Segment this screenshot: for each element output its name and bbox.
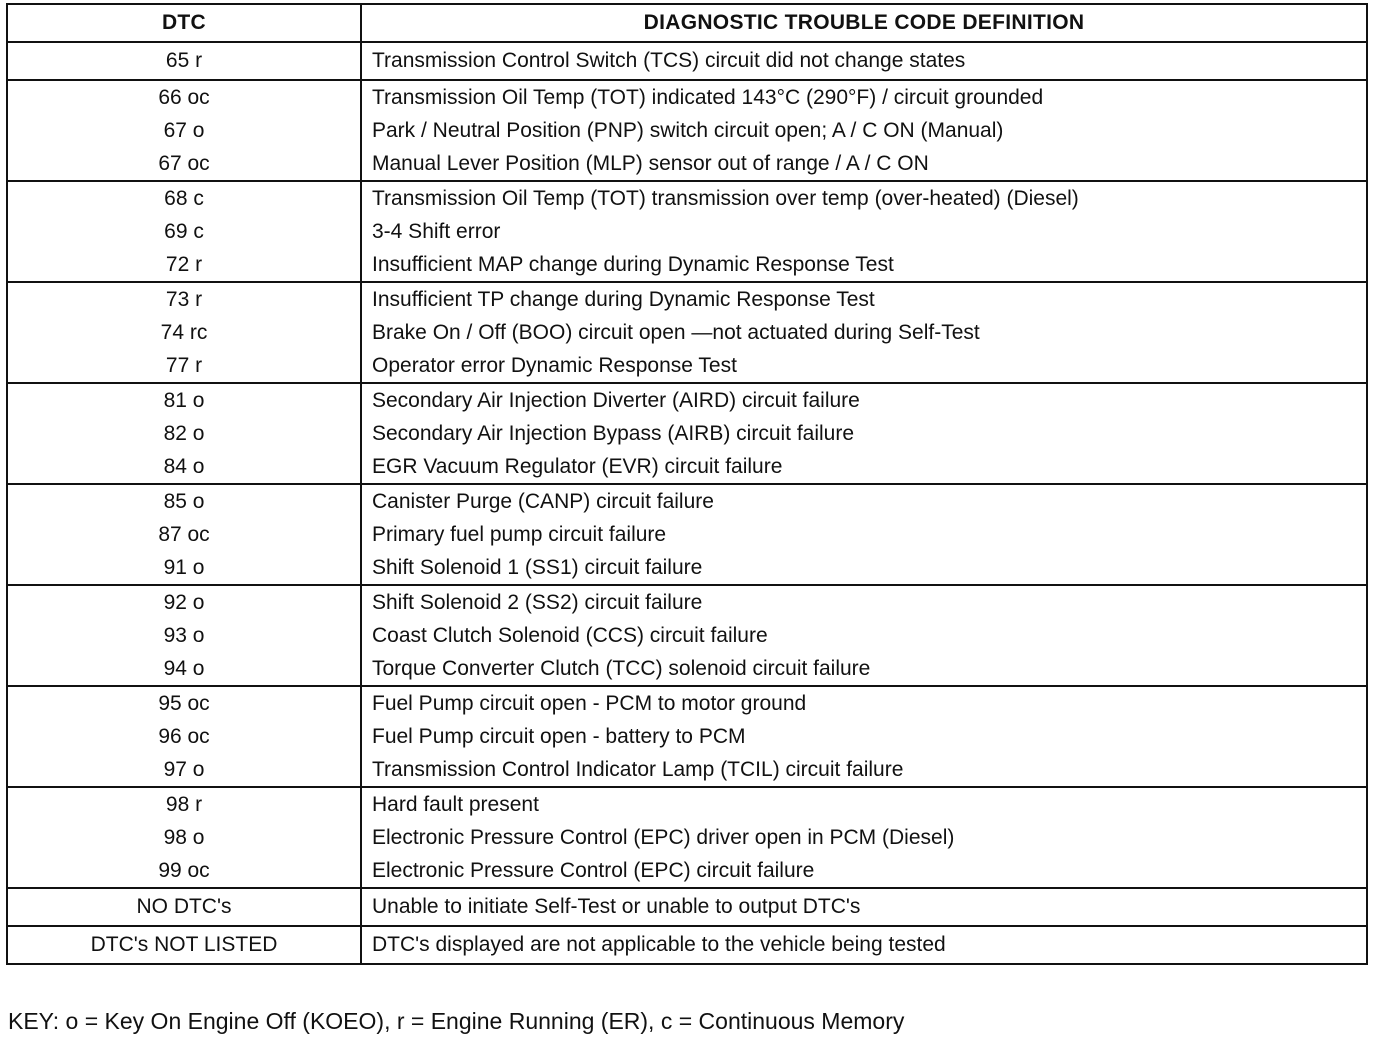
dtc-definition: Primary fuel pump circuit failure xyxy=(372,523,667,546)
dtc-code: 93 o xyxy=(163,624,205,647)
table-row-group xyxy=(7,926,1367,964)
dtc-code-cell xyxy=(7,383,361,484)
table-row-group xyxy=(7,787,1367,888)
definition-cell xyxy=(361,282,1367,383)
dtc-code-cell xyxy=(7,484,361,585)
dtc-code-cell xyxy=(7,80,361,181)
dtc-code: 77 r xyxy=(165,354,203,377)
dtc-definition: Insufficient MAP change during Dynamic Response Test xyxy=(372,253,894,276)
definition-cell xyxy=(361,926,1367,964)
dtc-code: 98 o xyxy=(163,826,205,849)
dtc-code: 72 r xyxy=(165,253,203,276)
definition-cell xyxy=(361,484,1367,585)
dtc-code: 96 oc xyxy=(158,725,210,748)
dtc-definition: Transmission Oil Temp (TOT) indicated 143°C (290°F) / circuit grounded xyxy=(372,86,1044,109)
definition-cell xyxy=(361,888,1367,926)
dtc-code: NO DTC's xyxy=(136,895,232,918)
dtc-definition: Transmission Control Switch (TCS) circuit did not change states xyxy=(372,49,966,72)
dtc-code: 87 oc xyxy=(158,523,210,546)
dtc-definition: Electronic Pressure Control (EPC) circuit failure xyxy=(372,859,815,882)
table-row-group xyxy=(7,282,1367,383)
table-row-group xyxy=(7,484,1367,585)
definition-cell xyxy=(361,585,1367,686)
dtc-definition: EGR Vacuum Regulator (EVR) circuit failure xyxy=(372,455,783,478)
table-row-group xyxy=(7,42,1367,80)
dtc-definition: Coast Clutch Solenoid (CCS) circuit failure xyxy=(372,624,768,647)
dtc-definition: Insufficient TP change during Dynamic Response Test xyxy=(372,288,875,311)
dtc-code: 97 o xyxy=(163,758,205,781)
definition-column-header: DIAGNOSTIC TROUBLE CODE DEFINITION xyxy=(361,4,1367,42)
table-row-group xyxy=(7,383,1367,484)
dtc-code: 68 c xyxy=(164,187,204,210)
dtc-definition: Manual Lever Position (MLP) sensor out of range / A / C ON xyxy=(372,152,929,175)
dtc-code: DTC's NOT LISTED xyxy=(90,933,278,956)
definition-cell xyxy=(361,383,1367,484)
dtc-definition: Park / Neutral Position (PNP) switch circuit open; A / C ON (Manual) xyxy=(372,119,1004,142)
dtc-code-cell xyxy=(7,686,361,787)
dtc-definition: Shift Solenoid 1 (SS1) circuit failure xyxy=(372,556,703,579)
dtc-definition: Transmission Oil Temp (TOT) transmission over temp (over-heated) (Diesel) xyxy=(372,187,1079,210)
dtc-code: 94 o xyxy=(163,657,205,680)
table-row-group xyxy=(7,888,1367,926)
dtc-code: 67 oc xyxy=(158,152,210,175)
dtc-code: 92 o xyxy=(163,591,205,614)
dtc-definition: Electronic Pressure Control (EPC) driver open in PCM (Diesel) xyxy=(372,826,955,849)
dtc-code: 67 o xyxy=(163,119,205,142)
dtc-code: 73 r xyxy=(165,288,203,311)
table-row-group xyxy=(7,80,1367,181)
dtc-code: 81 o xyxy=(163,389,205,412)
dtc-code-cell xyxy=(7,787,361,888)
dtc-code: 95 oc xyxy=(158,692,210,715)
dtc-code: 91 o xyxy=(163,556,205,579)
dtc-code: 99 oc xyxy=(158,859,210,882)
dtc-definition: Transmission Control Indicator Lamp (TCIL) circuit failure xyxy=(372,758,904,781)
dtc-definition: Brake On / Off (BOO) circuit open —not actuated during Self-Test xyxy=(372,321,980,344)
dtc-definition: Secondary Air Injection Bypass (AIRB) circuit failure xyxy=(372,422,855,445)
dtc-code: 66 oc xyxy=(158,86,210,109)
definition-cell xyxy=(361,80,1367,181)
dtc-definition: Unable to initiate Self-Test or unable to output DTC's xyxy=(372,895,861,918)
dtc-code-cell xyxy=(7,585,361,686)
dtc-code-cell xyxy=(7,181,361,282)
legend-key: KEY: o = Key On Engine Off (KOEO), r = Engine Running (ER), c = Continuous Memory xyxy=(8,1008,905,1034)
table-row-group xyxy=(7,181,1367,282)
dtc-code-cell xyxy=(7,42,361,80)
dtc-code-cell xyxy=(7,926,361,964)
dtc-definition: Torque Converter Clutch (TCC) solenoid circuit failure xyxy=(372,657,871,680)
dtc-definition: Secondary Air Injection Diverter (AIRD) circuit failure xyxy=(372,389,860,412)
table-body xyxy=(7,42,1367,964)
table-row-group xyxy=(7,585,1367,686)
dtc-code: 65 r xyxy=(165,49,203,72)
dtc-code: 69 c xyxy=(164,220,204,243)
dtc-definition: Operator error Dynamic Response Test xyxy=(372,354,737,377)
dtc-definition: Canister Purge (CANP) circuit failure xyxy=(372,490,714,513)
definition-cell xyxy=(361,787,1367,888)
dtc-definition: DTC's displayed are not applicable to the vehicle being tested xyxy=(372,933,946,956)
dtc-code: 74 rc xyxy=(160,321,208,344)
table-row-group xyxy=(7,686,1367,787)
dtc-code-cell xyxy=(7,888,361,926)
dtc-code: 82 o xyxy=(163,422,205,445)
table-header-row xyxy=(7,4,1367,42)
dtc-code: 98 r xyxy=(165,793,203,816)
dtc-code-cell xyxy=(7,282,361,383)
definition-cell xyxy=(361,181,1367,282)
dtc-column-header: DTC xyxy=(7,4,361,42)
dtc-definition: 3-4 Shift error xyxy=(372,220,501,243)
definition-cell xyxy=(361,686,1367,787)
definition-cell xyxy=(361,42,1367,80)
dtc-definition: Fuel Pump circuit open - battery to PCM xyxy=(372,725,746,748)
dtc-definition-table xyxy=(6,3,1368,965)
dtc-definition: Shift Solenoid 2 (SS2) circuit failure xyxy=(372,591,703,614)
dtc-definition: Hard fault present xyxy=(372,793,539,816)
dtc-definition: Fuel Pump circuit open - PCM to motor ground xyxy=(372,692,807,715)
dtc-code: 85 o xyxy=(163,490,205,513)
dtc-code: 84 o xyxy=(163,455,205,478)
